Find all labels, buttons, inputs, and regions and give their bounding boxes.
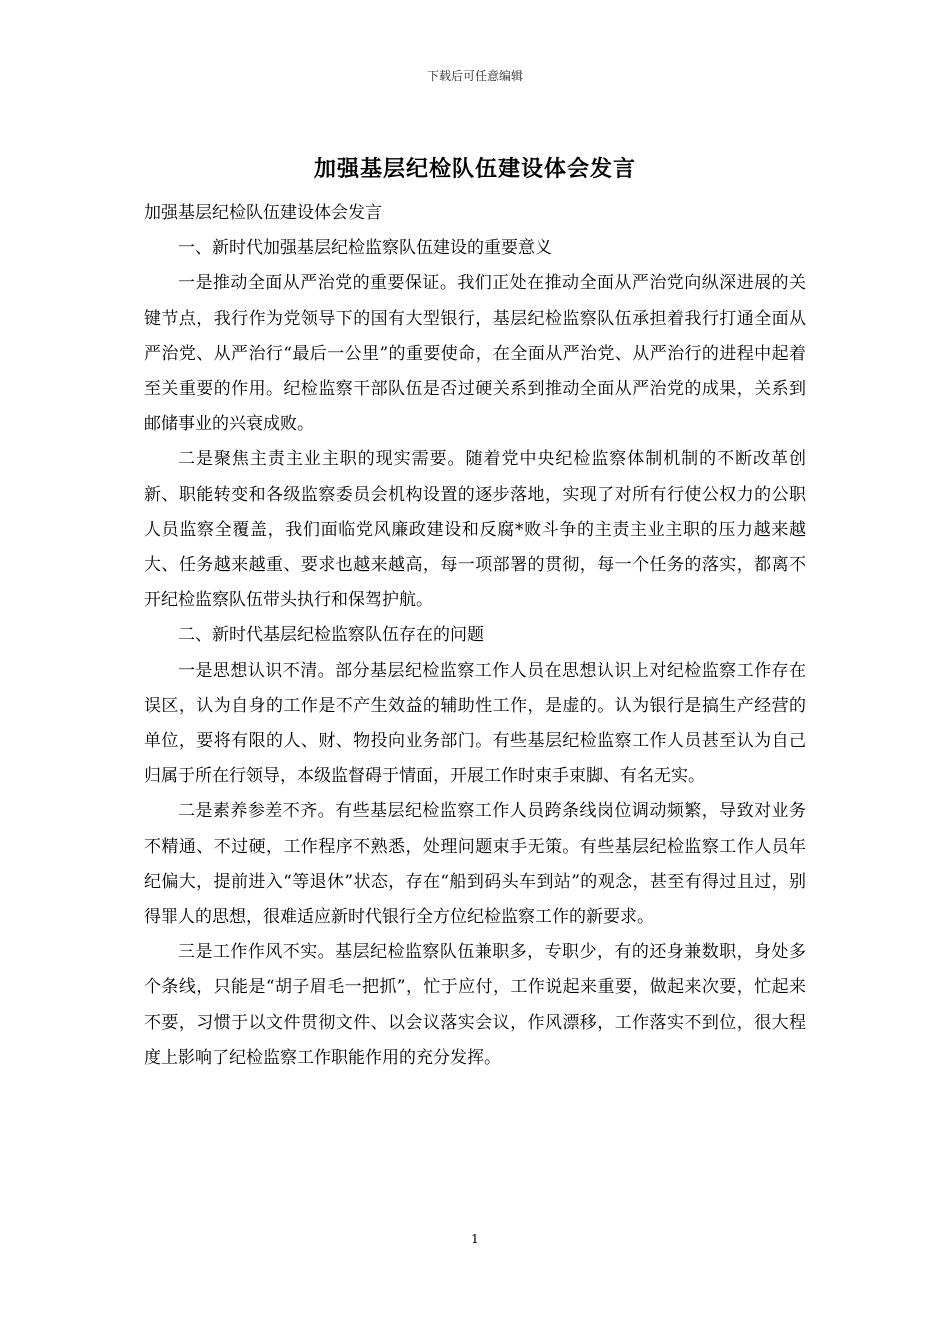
- document-body: [144, 196, 806, 1076]
- body-paragraph: 三是工作作风不实。基层纪检监察队伍兼职多，专职少，有的还身兼数职，身处多个条线，只能是“胡子眉毛一把抓”，忙于应付，工作说起来重要，做起来次要，忙起来不要，习惯于以文件贯彻文件、以会议落实会议，作风漂移，工作落实不到位，很大程度上影响了纪检监察工作职能作用的充分发挥。: [144, 942, 806, 1068]
- body-paragraph: 一是推动全面从严治党的重要保证。我们正处在推动全面从严治党向纵深进展的关键节点，我行作为党领导下的国有大型银行，基层纪检监察队伍承担着我行打通全面从严治党、从严治行“最后一公里”的重要使命，在全面从严治党、从严治行的进程中起着至关重要的作用。纪检监察干部队伍是否过硬关系到推动全面从严治党的成果，关系到邮储事业的兴衰成败。: [144, 273, 806, 435]
- body-paragraph: 一是思想认识不清。部分基层纪检监察工作人员在思想认识上对纪检监察工作存在误区，认为自身的工作是不产生效益的辅助性工作，是虚的。认为银行是搞生产经营的单位，要将有限的人、财、物投向业务部门。有些基层纪检监察工作人员甚至认为自己归属于所在行领导，本级监督碍于情面，开展工作时束手束脚、有名无实。: [144, 660, 806, 787]
- body-paragraph: 二是素养参差不齐。有些基层纪检监察工作人员跨条线岗位调动频繁，导致对业务不精通、不过硬，工作程序不熟悉，处理问题束手无策。有些基层纪检监察工作人员年纪偏大，提前进入“等退休”状态，存在“船到码头车到站”的观念，甚至有得过且过，别得罪人的思想，很难适应新时代银行全方位纪检监察工作的新要求。: [144, 801, 806, 928]
- page-header: 下载后可任意编辑: [426, 69, 523, 83]
- subtitle-paragraph: 加强基层纪检队伍建设体会发言: [144, 203, 382, 223]
- section-heading-1: 一、新时代加强基层纪检监察队伍建设的重要意义: [178, 238, 552, 259]
- section-heading-2: 二、新时代基层纪检监察队伍存在的问题: [178, 625, 484, 646]
- document-title: 加强基层纪检队伍建设体会发言: [313, 156, 636, 182]
- body-paragraph: 二是聚焦主责主业主职的现实需要。随着党中央纪检监察体制机制的不断改革创新、职能转变和各级监察委员会机构设置的逐步落地，实现了对所有行使公权力的公职人员监察全覆盖，我们面临党风廉政建设和反腐*败斗争的主责主业主职的压力越来越大、任务越来越重、要求也越来越高，每一项部署的贯彻，每一个任务的落实，都离不开纪检监察队伍带头执行和保驾护航。: [144, 449, 806, 611]
- page-number: 1: [471, 1232, 479, 1246]
